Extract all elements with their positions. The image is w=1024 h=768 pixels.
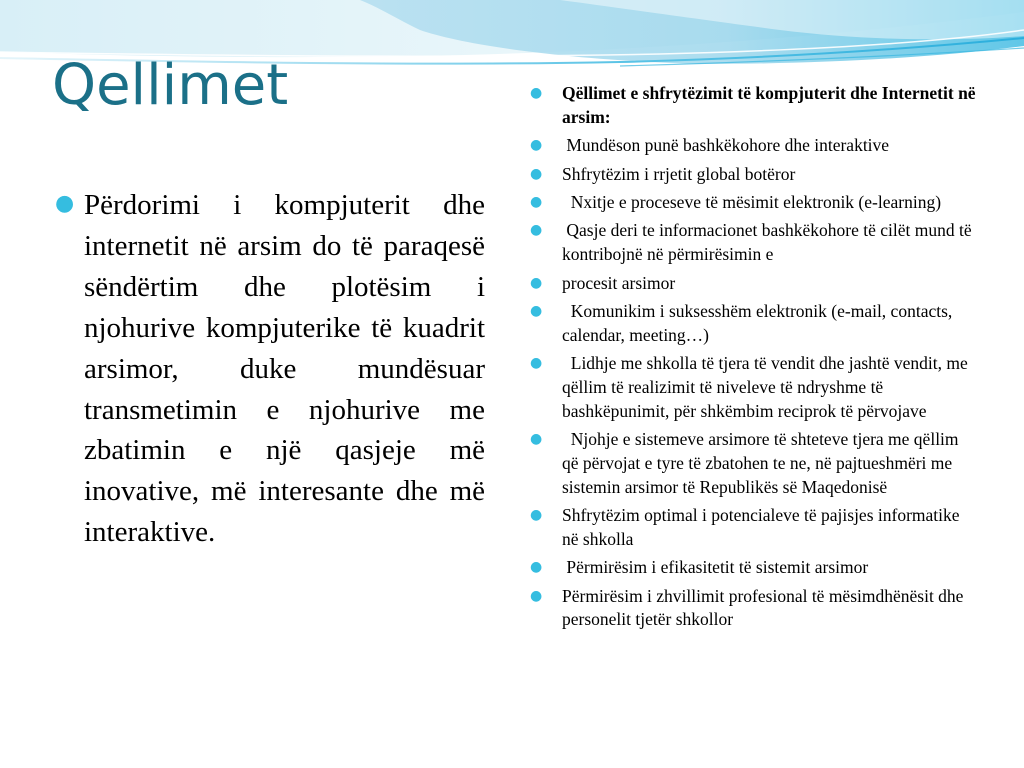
list-item	[530, 556, 976, 580]
list-item	[530, 82, 980, 130]
list-item-text: Komunikim i suksesshëm elektronik (e-mail, contacts, calendar, meeting…)	[562, 300, 957, 345]
circle-bullet-icon: ●	[530, 85, 543, 101]
circle-bullet-icon: ●	[530, 302, 543, 319]
circle-bullet-icon: ●	[530, 507, 543, 524]
list-item	[530, 428, 976, 499]
list-item-text: Përmirësim i zhvillimit profesional të mësimdhënësit dhe personelit tjetër shkollor	[562, 585, 968, 630]
circle-bullet-icon: ●	[530, 165, 543, 182]
list-item-text: Mundëson punë bashkëkohore dhe interaktive	[562, 135, 890, 156]
slide-title: Qellimet	[52, 53, 289, 118]
circle-bullet-icon: ●	[530, 222, 543, 239]
circle-bullet-icon: ●	[530, 137, 543, 154]
list-item	[530, 219, 976, 267]
list-item-text: Njohje e sistemeve arsimore të shteteve tjera me qëllim që përvojat e tyre të zbatohen te ne, në pajtueshmëri me sistemin arsimor të Republikës së Maqedonisë	[562, 429, 963, 497]
list-item	[530, 272, 976, 296]
list-item-text: Shfrytëzim i rrjetit global botëror	[562, 163, 796, 184]
circle-bullet-icon: ●	[530, 587, 543, 604]
list-item-text: Lidhje me shkolla të tjera të vendit dhe jashtë vendit, me qëllim të realizimit të niveleve të ndryshme të bashkëpunimit, për shkëmbim reciprok të përvojave	[562, 353, 973, 421]
circle-bullet-icon: ●	[530, 559, 543, 576]
list-item	[530, 504, 976, 552]
list-item	[530, 163, 976, 187]
list-item	[530, 191, 976, 215]
list-item-text: procesit arsimor	[562, 272, 676, 293]
circle-bullet-icon: ●	[530, 274, 543, 291]
list-item	[530, 300, 976, 348]
circle-bullet-icon: ●	[530, 431, 543, 448]
list-item-text: Përmirësim i efikasitetit të sistemit arsimor	[562, 557, 869, 578]
circle-bullet-icon: ●	[530, 193, 543, 210]
circle-bullet-icon: ●	[530, 355, 543, 372]
list-item	[530, 352, 976, 423]
list-item	[530, 134, 976, 158]
left-content-block	[55, 185, 485, 553]
list-item-text: Nxitje e proceseve të mësimit elektronik (e-learning)	[562, 191, 942, 212]
list-item	[530, 585, 976, 633]
right-bullet-list	[530, 82, 980, 637]
list-item-text: Qëllimet e shfrytëzimit të kompjuterit dhe Internetit në arsim:	[562, 83, 980, 127]
circle-bullet-icon: ●	[55, 191, 75, 216]
list-item-text: Shfrytëzim optimal i potencialeve të pajisjes informatike në shkolla	[562, 505, 964, 549]
left-paragraph: Përdorimi i kompjuterit dhe internetit në arsim do të paraqesë sëndërtim dhe plotësim i njohurive kompjuterike të kuadrit arsimor, duke mundësuar transmetimin e njohurive me zbatimin e një qasjeje më inovative, më interesante dhe më interaktive.	[84, 189, 485, 549]
list-item-text: Qasje deri te informacionet bashkëkohore të cilët mund të kontribojnë në përmirësimin e	[562, 220, 977, 265]
